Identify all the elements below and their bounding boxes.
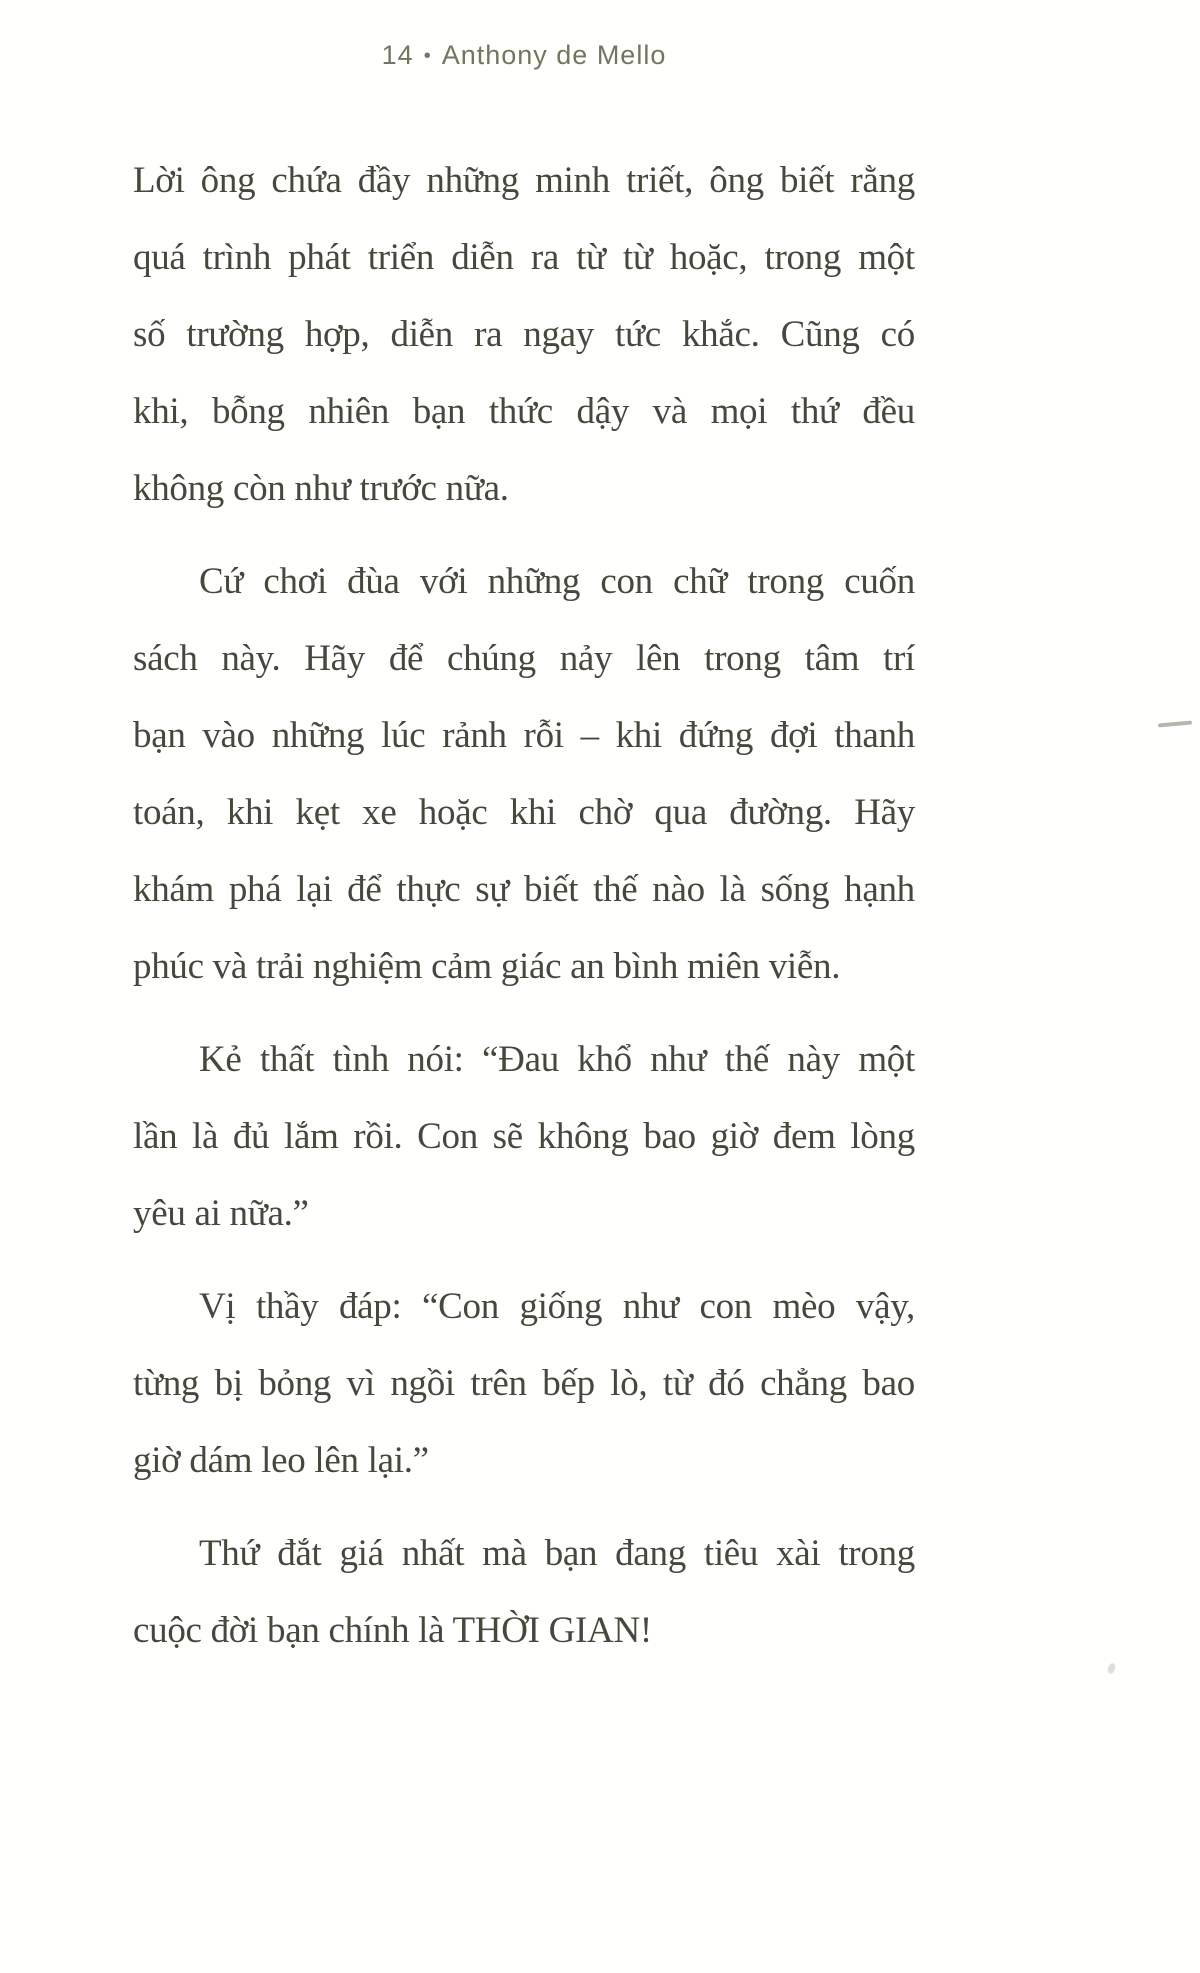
- word: khắc.: [681, 314, 760, 355]
- word: hoặc,: [669, 237, 748, 278]
- text-line: [133, 1098, 915, 1175]
- word: Cũng: [780, 314, 860, 355]
- word: trường: [186, 314, 284, 355]
- text-line: [133, 1515, 915, 1592]
- word: sẽ: [492, 1116, 523, 1157]
- word: diễn: [451, 237, 514, 278]
- word: bỏng: [258, 1363, 332, 1404]
- word: đắt: [277, 1533, 322, 1574]
- word: toán,: [133, 792, 205, 833]
- paragraph: [133, 1268, 915, 1499]
- word: rằng: [850, 160, 915, 201]
- word: triết,: [626, 160, 694, 201]
- word: Kẻ: [199, 1039, 242, 1080]
- word: đợi: [769, 715, 818, 756]
- word: một: [858, 1039, 915, 1080]
- page-header: [133, 38, 915, 73]
- word: minh: [535, 160, 610, 201]
- word: khi,: [133, 391, 189, 432]
- text-line: [133, 851, 915, 928]
- word: thầy: [255, 1286, 319, 1327]
- word: thực: [396, 869, 461, 910]
- word: tình: [332, 1039, 389, 1080]
- word: khổ: [577, 1039, 632, 1080]
- word: lò,: [610, 1363, 648, 1404]
- word: xài: [776, 1533, 821, 1574]
- word: số: [133, 314, 166, 355]
- text-line: [133, 1021, 915, 1098]
- text-line: phúc và trải nghiệm cảm giác an bình miên viễn.: [133, 946, 841, 987]
- word: diễn: [390, 314, 454, 355]
- word: đem: [772, 1116, 836, 1157]
- word: vào: [202, 715, 255, 756]
- word: đường.: [729, 792, 832, 833]
- word: “Đau: [482, 1039, 559, 1080]
- word: từ: [622, 237, 653, 278]
- word: Hãy: [854, 792, 915, 833]
- word: biết: [523, 869, 579, 910]
- word: mèo: [772, 1286, 836, 1327]
- text-line: [133, 1345, 915, 1422]
- word: thất: [259, 1039, 315, 1080]
- word: thế: [593, 869, 638, 910]
- word: cuốn: [844, 561, 915, 602]
- word: trình: [202, 237, 272, 278]
- word: lòng: [850, 1116, 915, 1157]
- word: tâm: [804, 638, 860, 679]
- word: lắm: [283, 1116, 339, 1157]
- word: giá: [339, 1533, 384, 1574]
- word: hợp,: [304, 314, 370, 355]
- word: ông: [200, 160, 256, 201]
- word: sống: [760, 869, 830, 910]
- word: chẳng: [760, 1363, 847, 1404]
- paragraph: [133, 1515, 915, 1669]
- word: hoặc: [418, 792, 488, 833]
- word: con: [600, 561, 653, 602]
- word: khi: [509, 792, 557, 833]
- word: từng: [133, 1363, 200, 1404]
- word: đùa: [347, 561, 400, 602]
- word: giờ: [710, 1116, 759, 1157]
- text-line: [133, 697, 915, 774]
- text-line: yêu ai nữa.”: [133, 1193, 309, 1234]
- scan-artifact-dash: [1158, 721, 1192, 728]
- word: trong: [764, 237, 842, 278]
- word: nói:: [407, 1039, 464, 1080]
- word: trong: [704, 638, 781, 679]
- word: ngay: [523, 314, 594, 355]
- scan-artifact-speck: [1106, 1662, 1116, 1675]
- word: “Con: [422, 1286, 499, 1327]
- word: đó: [708, 1363, 745, 1404]
- word: phát: [288, 237, 351, 278]
- word: để: [388, 638, 424, 679]
- word: khi: [226, 792, 274, 833]
- word: Lời: [133, 160, 185, 201]
- word: giống: [519, 1286, 603, 1327]
- word: đủ: [232, 1116, 270, 1157]
- word: những: [487, 561, 581, 602]
- word: vì: [346, 1363, 375, 1404]
- word: nào: [652, 869, 705, 910]
- word: lên: [636, 638, 681, 679]
- word: đầy: [357, 160, 411, 201]
- word: nảy: [559, 638, 613, 679]
- word: Vị: [199, 1286, 236, 1327]
- word: tức: [615, 314, 661, 355]
- word: mọi: [710, 391, 768, 432]
- paragraph: [133, 142, 915, 527]
- word: triển: [367, 237, 435, 278]
- word: bếp: [542, 1363, 595, 1404]
- word: thế: [724, 1039, 770, 1080]
- word: bạn: [544, 1533, 598, 1574]
- text-line: [133, 543, 915, 620]
- word: bị: [214, 1363, 243, 1404]
- paragraph: [133, 543, 915, 1005]
- word: một: [858, 237, 915, 278]
- word: quá: [133, 237, 186, 278]
- word: những: [426, 160, 519, 201]
- word: chúng: [446, 638, 536, 679]
- text-line: [133, 373, 915, 450]
- word: phá: [228, 869, 282, 910]
- word: này: [787, 1039, 840, 1080]
- word: nhất: [401, 1533, 465, 1574]
- page-number: 14: [381, 40, 414, 70]
- text-line: [133, 1268, 915, 1345]
- word: ngồi: [390, 1363, 455, 1404]
- word: có: [880, 314, 915, 355]
- word: rỗi: [523, 715, 564, 756]
- word: rồi.: [353, 1116, 403, 1157]
- word: từ: [576, 237, 606, 278]
- word: trên: [470, 1363, 527, 1404]
- word: mà: [482, 1533, 527, 1574]
- word: với: [419, 561, 468, 602]
- word: tiêu: [703, 1533, 759, 1574]
- word: xe: [362, 792, 397, 833]
- word: là: [719, 869, 746, 910]
- word: chữ: [673, 561, 728, 602]
- word: bao: [862, 1363, 915, 1404]
- word: nhiên: [308, 391, 390, 432]
- word: lại: [296, 869, 333, 910]
- word: chứa: [271, 160, 342, 201]
- word: đứng: [678, 715, 754, 756]
- word: này.: [221, 638, 281, 679]
- word: để: [347, 869, 382, 910]
- text-line: cuộc đời bạn chính là THỜI GIAN!: [133, 1610, 652, 1651]
- word: dậy: [576, 391, 630, 432]
- word: Cứ: [199, 561, 244, 602]
- text-line: [133, 774, 915, 851]
- word: thức: [488, 391, 553, 432]
- word: bao: [643, 1116, 696, 1157]
- word: ra: [474, 314, 503, 355]
- word: ra: [530, 237, 559, 278]
- word: những: [271, 715, 365, 756]
- text-line: [133, 219, 915, 296]
- word: khám: [133, 869, 215, 910]
- author-name: Anthony de Mello: [441, 40, 667, 70]
- word: là: [192, 1116, 219, 1157]
- text-line: giờ dám leo lên lại.”: [133, 1440, 429, 1481]
- paragraph: [133, 1021, 915, 1252]
- word: sự: [475, 869, 510, 910]
- word: và: [652, 391, 687, 432]
- text-line: không còn như trước nữa.: [133, 468, 509, 509]
- text-line: [133, 620, 915, 697]
- word: thứ: [790, 391, 839, 432]
- word: sách: [133, 638, 198, 679]
- word: đều: [862, 391, 915, 432]
- word: thanh: [834, 715, 915, 756]
- text-line: [133, 296, 915, 373]
- word: hạnh: [844, 869, 915, 910]
- page-body: [133, 142, 915, 1669]
- word: chơi: [263, 561, 327, 602]
- word: bạn: [412, 391, 466, 432]
- word: không: [537, 1116, 629, 1157]
- word: đang: [615, 1533, 686, 1574]
- word: Con: [417, 1116, 478, 1157]
- word: trong: [838, 1533, 915, 1574]
- word: qua: [654, 792, 707, 833]
- word: bạn: [133, 715, 186, 756]
- word: từ: [662, 1363, 693, 1404]
- word: rảnh: [442, 715, 507, 756]
- word: như: [622, 1286, 679, 1327]
- word: Hãy: [304, 638, 365, 679]
- word: lần: [133, 1116, 178, 1157]
- word: trí: [883, 638, 915, 679]
- word: chờ: [578, 792, 633, 833]
- word: đáp:: [338, 1286, 402, 1327]
- word: lúc: [381, 715, 426, 756]
- word: ông: [709, 160, 764, 201]
- word: bỗng: [211, 391, 285, 432]
- word: khi: [615, 715, 662, 756]
- text-line: [133, 142, 915, 219]
- word: biết: [779, 160, 835, 201]
- header-separator: •: [423, 45, 432, 67]
- word: con: [699, 1286, 752, 1327]
- word: Thứ: [199, 1533, 260, 1574]
- word: như: [650, 1039, 707, 1080]
- word: –: [580, 715, 599, 756]
- word: vậy,: [855, 1286, 915, 1327]
- word: kẹt: [295, 792, 340, 833]
- word: trong: [747, 561, 825, 602]
